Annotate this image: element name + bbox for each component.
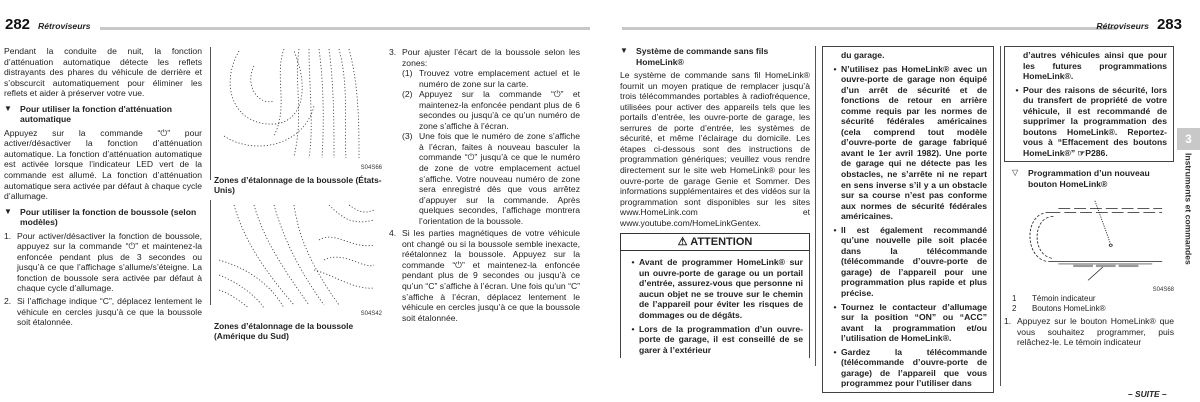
warning-bullet: • Lors de la programmation d’un ouvre-porte de garage, il est conseillé de se garer à l’extérieur: [631, 323, 803, 355]
warning-triangle-icon: ⚠: [677, 236, 688, 249]
column-6: [1004, 46, 1174, 348]
figure-code: S04S42: [360, 310, 382, 317]
figure-compass-usa: [214, 46, 382, 196]
warning-bullet: • Avant de programmer HomeLink® sur un ouvre-porte de garage ou un portail d’entrée, assurez-vous que personne ni aucun objet ne se trouve sur le chemin de l’appareil pour éviter les risques de dommages ou de dégâts.: [631, 257, 803, 321]
callout-item: [1012, 294, 1174, 304]
sub-text: Une fois que le numéro de zone s’affiche à l’écran, faites à nouveau basculer la commande “⏻” jusqu’à ce que le numéro de zone de votre emplacement actuel s’affiche. Votre nouveau numéro de zone sera enregistré dès que vous arrêtez d’appuyer sur la commande. Après quelques secondes, l’affichage montrera l’orientation de la boussole.: [419, 131, 580, 226]
list-item: [389, 47, 580, 68]
triangle-bullet-icon: ▼: [4, 206, 12, 216]
chapter-label: Instruments et commandes: [1183, 153, 1194, 265]
column-1: [4, 46, 202, 328]
page-number-right: 283: [1156, 16, 1182, 33]
column-divider: [210, 47, 211, 180]
homelink-mirror-diagram: [1004, 193, 1174, 285]
step-text: Pour activer/désactiver la fonction de boussole, appuyez sur la commande “⏻” et maintenez-la enfoncée pendant plus de 3 secondes ou jusqu’à ce que l’affichage s’allume/s’éteigne. La fonction de boussole sera activée par défaut à chaque cycle d’allumage.: [17, 230, 202, 294]
continued-text: d’autres véhicules ainsi que pour les futures programmations HomeLink®.: [1023, 50, 1167, 82]
sub-number: (2): [402, 89, 413, 100]
figure-code: S04S66: [360, 164, 382, 171]
continued-marker: – SUITE –: [1128, 389, 1167, 399]
section-heading: [620, 46, 810, 67]
callout-text: Boutons HomeLink®: [1032, 303, 1106, 313]
step-text: Appuyez sur le bouton HomeLink® que vous souhaitez programmer, puis relâchez-le. Le témoin indicateur: [1017, 316, 1174, 348]
bullet-text: Gardez la télécommande (télécommande d’ouvre-porte de garage) de l’appareil que vous programmez pour l’utiliser dans: [841, 346, 987, 389]
list-item: [4, 231, 202, 294]
heading-text: Système de commande sans fils HomeLink®: [636, 46, 769, 67]
step-number: 1.: [4, 230, 12, 241]
warning-bullet: • N’utilisez pas HomeLink® avec un ouvre-porte de garage non équipé d’un arrêt de sécurité et de fonctions de retour en arrière comme requis par les normes de sécurité fédérales américaines (cela comprend tout modèle d’ouvre-porte de garage fabriqué avant le 1er avril 1982). Une porte de garage qui ne détecte pas les obstacles, ne s’arrête ni ne repart en sens inverse s’il y a un obstacle sur sa course n’est pas conforme aux normes de sécurité fédérales américaines.: [833, 63, 987, 222]
running-header-right: Rétroviseurs: [1096, 21, 1149, 31]
step-text: Pour ajuster l’écart de la boussole selon les zones:: [402, 47, 580, 68]
heading-text: Pour utiliser la fonction de boussole (selon modèles): [20, 206, 197, 228]
step-number: 3.: [389, 47, 397, 57]
chapter-tab[interactable]: 3: [1177, 128, 1200, 150]
attention-box-continued: [1004, 46, 1174, 162]
step-text: Si l’affichage indique “C”, déplacez lentement le véhicule en cercles jusqu’à ce que la boussole soit étalonnée.: [17, 296, 202, 328]
bullet-text: Lors de la programmation d’un ouvre-porte de garage, il est conseillé de se garer à l’extérieur: [639, 323, 803, 355]
paragraph: Le système de commande sans fil HomeLink® fournit un moyen pratique de remplacer jusqu’à trois télécommandes portables à radiofréquence, utilisées pour activer des appareils tels que les portails d’entrée, les ouvre-porte de garage, les serrures de porte d’entrée, les systèmes de sécurité, et même l’éclairage du domicile. Les étapes ci-dessous sont des instructions de programmation génériques; veuillez vous rendre directement sur le site web HomeLink® pour les ouvre-porte de garage Genie et Sommer. Des informations supplémentaires et des vidéos sur la programmation sont disponibles sur les sites www.HomeLink.com et www.youtube.com/HomeLinkGentex.: [620, 70, 810, 228]
header-rule: [100, 27, 590, 30]
sub-text: Trouvez votre emplacement actuel et le numéro de zone sur la carte.: [419, 68, 580, 89]
sub-item: [402, 68, 580, 89]
list-item: [1004, 316, 1174, 348]
triangle-bullet-icon: ▼: [4, 103, 12, 113]
paragraph: Appuyez sur la commande “⏻” pour activer/désactiver la fonction d’atténuation automatique. La fonction d’atténuation automatique est activée lorsque l’indicateur LED vert de la commande est allumé. La fonction d’atténuation automatique sera activée par défaut à chaque cycle d’allumage.: [4, 127, 202, 202]
sub-text: Appuyez sur la commande “⏻” et maintenez-la enfoncée pendant plus de 6 secondes ou jusqu’à ce qu’un numéro de zone s’affiche à l’écran.: [419, 89, 580, 131]
open-triangle-icon: ▽: [1012, 168, 1019, 178]
bullet-text: Avant de programmer HomeLink® sur un ouvre-porte de garage ou un portail d’entrée, assurez-vous que personne ni aucun objet ne se trouve sur le chemin de l’appareil pour éviter les risques de dommages ou de dégâts.: [639, 257, 803, 321]
column-divider: [815, 46, 816, 366]
callout-number: 2: [1012, 303, 1017, 313]
list-item: [389, 228, 580, 323]
sub-number: (1): [402, 68, 413, 79]
sub-number: (3): [402, 131, 413, 142]
callout-item: [1012, 304, 1174, 314]
section-heading: [4, 207, 202, 228]
figure-caption: Zones d’étalonnage de la boussole (États-Unis): [214, 174, 382, 196]
column-4: [620, 46, 810, 358]
sub-item: [402, 89, 580, 131]
page-number-left: 282: [5, 16, 31, 33]
attention-header: [620, 233, 810, 251]
bullet-text: Il est également recommandé qu’une nouvelle pile soit placée dans la télécommande (télécommande d’ouvre-porte de garage) de l’appareil pour une programmation plus rapide et plus précise.: [841, 224, 987, 299]
callout-text: Témoin indicateur: [1032, 294, 1096, 304]
warning-bullet: • Il est également recommandé qu’une nouvelle pile soit placée dans la télécommande (télécommande d’ouvre-porte de garage) de l’appareil pour une programmation plus rapide et plus précise.: [833, 224, 987, 299]
running-header-left: Rétroviseurs: [38, 21, 91, 31]
header-rule: [622, 27, 1117, 30]
subsection-heading: [1012, 168, 1174, 189]
callout-number: 1: [1012, 294, 1017, 304]
attention-box-continued: [822, 46, 994, 393]
attention-box: [620, 251, 810, 358]
heading-text: Programmation d’un nouveau bouton HomeLink®: [1028, 168, 1150, 190]
bullet-text: Pour des raisons de sécurité, lors du transfert de propriété de votre véhicule, il est recommandé de supprimer la programmation des boutons HomeLink®. Reportez-vous à “Effacement des boutons HomeLink®” ☞P286.: [1023, 84, 1167, 158]
compass-zone-map-south-america: [214, 200, 378, 308]
intro-paragraph: Pendant la conduite de nuit, la fonction d’atténuation automatique détecte les reflets distrayants des phares du véhicule de derrière et s’obscurcit automatiquement pour éliminer les reflets et aider à préserver votre vue.: [4, 46, 202, 99]
header-right: [1096, 17, 1182, 33]
bullet-text: N’utilisez pas HomeLink® avec un ouvre-porte de garage non équipé d’un arrêt de sécurité et de fonctions de retour en arrière comme requis par les normes de sécurité fédérales américaines (cela comprend tout modèle d’ouvre-porte de garage fabriqué avant le 1er avril 1982). Une porte de garage qui ne détecte pas les obstacles, ne s’arrête ni ne repart en sens inverse s’il y a un obstacle sur sa course n’est pas conforme aux normes de sécurité fédérales américaines.: [841, 63, 987, 222]
step-text: Si les parties magnétiques de votre véhicule ont changé ou si la boussole semble inexacte, réétalonnez la boussole. Appuyez sur la commande “⏻” et maintenez-la enfoncée pendant plus de 9 secondes ou jusqu’à ce qu’un “C” s’affiche à l’écran. Une fois qu’un “C” s’affiche à l’écran, déplacez lentement le véhicule en cercles jusqu’à ce que la boussole soit étalonnée.: [402, 228, 581, 323]
warning-bullet: • Gardez la télécommande (télécommande d’ouvre-porte de garage) de l’appareil que vous programmez pour l’utiliser dans: [833, 346, 987, 389]
sub-item: [402, 131, 580, 226]
figure-code: S04S68: [1152, 287, 1174, 294]
attention-label: ATTENTION: [690, 236, 753, 249]
continued-text: du garage.: [841, 50, 885, 60]
step-number: 4.: [389, 228, 397, 239]
heading-text: Pour utiliser la fonction d'atténuation automatique: [20, 103, 172, 125]
step-number: 2.: [4, 296, 12, 307]
triangle-bullet-icon: ▼: [620, 46, 628, 55]
warning-bullet: • Pour des raisons de sécurité, lors du transfert de propriété de votre véhicule, il est recommandé de supprimer la programmation des boutons HomeLink®. Reportez-vous à “Effacement des boutons HomeLink®” ☞P286.: [1015, 84, 1167, 158]
column-divider: [210, 200, 211, 305]
step-number: 1.: [1004, 316, 1012, 327]
column-3: [389, 47, 580, 323]
figure-compass-south-america: [214, 200, 382, 342]
header-left: [5, 17, 91, 33]
column-divider: [1000, 46, 1001, 386]
figure-caption: Zones d’étalonnage de la boussole (Amérique du Sud): [214, 320, 354, 342]
bullet-text: Tournez le contacteur d’allumage sur la position “ON” ou “ACC” avant la programmation et/ou l’utilisation de HomeLink®.: [841, 301, 987, 344]
list-item: [4, 296, 202, 328]
warning-bullet: • Tournez le contacteur d’allumage sur la position “ON” ou “ACC” avant la programmation et/ou l’utilisation de HomeLink®.: [833, 301, 987, 344]
compass-zone-map-usa: [214, 46, 378, 162]
section-heading: [4, 104, 202, 125]
